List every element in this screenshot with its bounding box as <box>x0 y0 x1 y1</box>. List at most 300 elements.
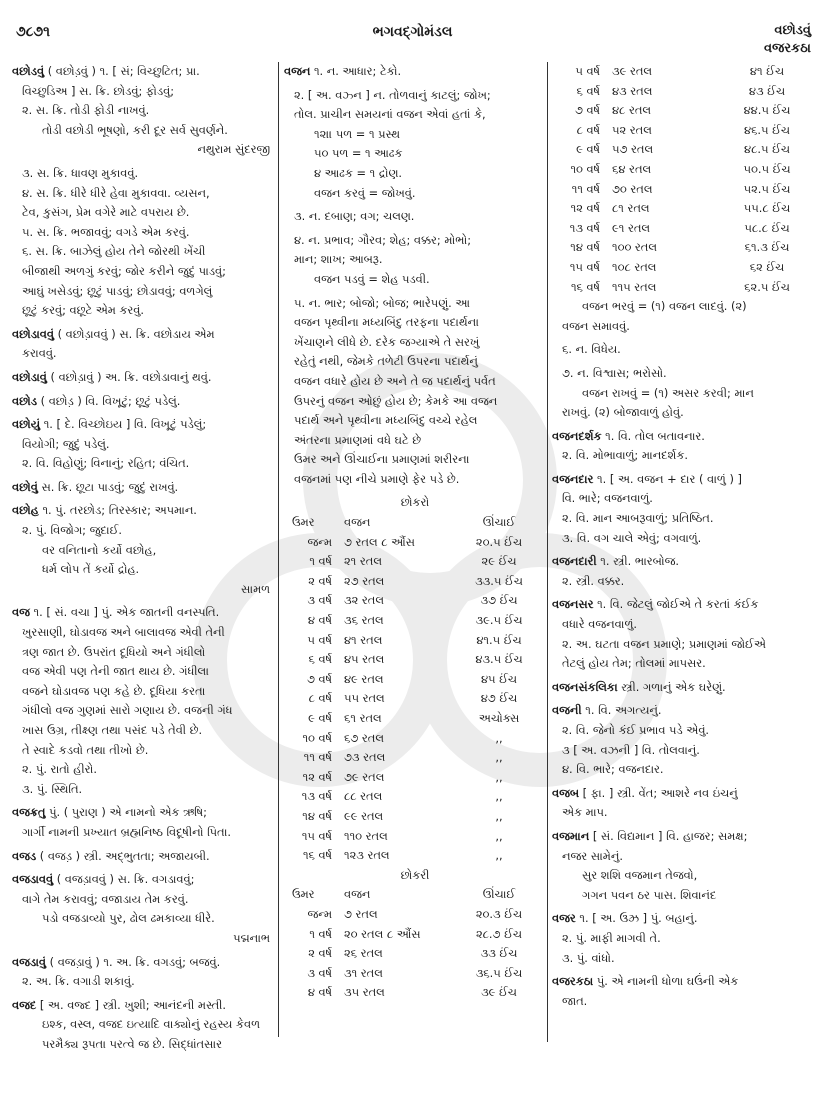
entry-line: વધારે વજનવાળું. <box>562 617 637 632</box>
entry-line: ૨. વિ. વિહોણું; વિનાનું; રહિત; વંચિત. <box>22 456 190 471</box>
table-cell: ૩૩.૫ ઈંચ <box>475 573 523 588</box>
entry-line: ૨. વિ. માન આબરૂવાળું; પ્રતિષ્ઠિત. <box>562 511 714 526</box>
entry-line: માન; શાખ; આબરૂ. <box>294 252 383 267</box>
table-cell: ૧૦૦ રતલ <box>612 240 657 255</box>
dictionary-entry <box>552 972 814 1011</box>
entry-line: છૂટું કરવું; વછૂટે એમ કરવું. <box>22 303 145 318</box>
dictionary-entry <box>12 953 274 992</box>
table-cell: જન્મ <box>307 534 332 549</box>
table-cell: ૧૧૫ રતલ <box>612 279 657 294</box>
entry-headline: વજ ૧. [ સં. વચા ] પું. એક જાતની વનસ્પતિ. <box>12 605 220 620</box>
entry-line: પરમૈક્ય રૂપતા પરત્વે જ છે. સિદ્ધાંતસાર <box>42 1036 222 1051</box>
table-cell: ૫૨ રતલ <box>612 122 652 137</box>
entry-headline: વજડાવું ( વજડ઼ાવું ) ૧. અ. ક્રિ. વગડવું; બજવું. <box>12 954 221 969</box>
entry-line: તોલ. પ્રાચીન સમયનાં વજન એવાં હતાં કે, <box>294 107 486 122</box>
entry-headline: વછોડાવવું ( વછોડ઼ાવવું ) સ. ક્રિ. વછોડાય એમ <box>12 326 215 341</box>
girls-table-title: છોકરી <box>400 867 430 882</box>
entry-line: ૨. પું. વિજોગ; જુદાઈ. <box>22 523 122 538</box>
entry-headline: વજડાવવું ( વજડ઼ાવવું ) સ. ક્રિ. વગડાવવું; <box>12 872 195 887</box>
entry-headline: વજમાન [ સં. વિદ્યમાન ] વિ. હાજર; સમક્ષ; <box>552 828 748 843</box>
entry-headline: વછોડાવું ( વછોડ઼ાવું ) અ. ક્રિ. વછોડાવાનું થવું. <box>12 369 212 384</box>
dictionary-entry <box>552 784 814 823</box>
table-cell: ૧૫ વર્ષ <box>301 828 332 843</box>
table-cell: ૫૫ રતલ <box>344 691 385 706</box>
table-cell: ૩૨ રતલ <box>344 593 384 608</box>
entry-line: ત્રણ જાત છે. ઉપરાંત દૂધિયો અને ગંધીલો <box>22 644 206 659</box>
table-cell: ૭૩ રતલ <box>344 750 386 765</box>
citation-author: પદ્મનાભ <box>233 930 270 945</box>
entry-line: ખુરસાણી, ઘોડાવજ અને બાલાવજ એવી તેની <box>22 625 225 640</box>
dictionary-entry <box>552 595 814 673</box>
entry-line: ધર્મ લોપ તેં કર્યો દ્રોહ. <box>42 562 140 577</box>
entry-line: ૨. સ્ત્રી. વક્કર. <box>562 573 625 588</box>
table-header-cell: વજન <box>344 887 371 902</box>
table-cell: ૧૧ વર્ષ <box>303 750 332 765</box>
dictionary-entry <box>552 909 814 968</box>
table-cell: ,, <box>495 808 503 823</box>
entry-line: ટેવ, કુસંગ, પ્રેમ વગેરે માટે વપરાય છે. <box>22 205 190 220</box>
entry-headline: વજરકઠા પું. એ નામની ધોળા ઘઉંની એક <box>552 974 739 989</box>
table-cell: ૧૦ વર્ષ <box>570 161 600 176</box>
table-row <box>284 944 546 964</box>
table-cell: ૭૯ રતલ <box>344 769 385 784</box>
entry-headline: વજન ૧. ન. આધાર; ટેકો. <box>284 64 402 78</box>
table-row <box>552 121 814 141</box>
entry-headline: વજનસર ૧. વિ. જેટલું જોઈએ તે કરતાં કંઈક <box>552 597 759 612</box>
table-cell: ૧૧ વર્ષ <box>571 181 600 196</box>
entry-line: નજર સામેનું. <box>562 848 623 863</box>
entry-headline: વછોવું સ. ક્રિ. છૂટા પાડવું; જુદું રાખવું. <box>12 479 179 494</box>
table-cell: ૧૩ વર્ષ <box>301 789 332 804</box>
dictionary-entry <box>12 996 274 1055</box>
right-entries <box>552 297 814 1011</box>
entry-line: તેટલું હોય તેમ; તોલમાં માપસર. <box>562 656 706 671</box>
headword: વજડાવું <box>12 954 47 969</box>
table-row <box>552 238 814 258</box>
headword: વજનદારી <box>552 554 597 569</box>
table-cell: ૧૦૮ રતલ <box>612 259 657 274</box>
entry-line: વજન પૃથ્વીના મધ્યબિંદુ તરફના પદાર્થના <box>294 315 479 330</box>
table-cell: ,, <box>495 828 503 843</box>
entry-line: વજન રાખવું = (૧) અસર કરવી; માન <box>582 385 754 400</box>
dictionary-entry <box>12 803 274 842</box>
table-row <box>552 62 814 82</box>
entry-headline: વછોહ ૧. પું. તરછોડ; તિરસ્કાર; અપમાન. <box>12 503 197 518</box>
table-cell: ૩૯.૫ ઈંચ <box>475 613 523 628</box>
entry-line: ૫૦ પળ = ૧ આઢક <box>314 146 403 161</box>
table-cell: ૧૨૩ રતલ <box>344 848 390 863</box>
entry-line: ૨. વિ. મોભાવાળું; માનદર્શક. <box>562 448 688 463</box>
page-header <box>0 0 825 60</box>
table-row <box>284 964 546 984</box>
entry-line: વજન કરવું = જોખવું. <box>314 185 416 200</box>
entry-line: વિચ્છુડિઅ ] સ. ક્રિ. છોડવું; ફોડવું; <box>22 83 175 98</box>
table-cell: ૮૮ રતલ <box>344 789 383 804</box>
table-cell: ૪૩ રતલ <box>612 83 653 98</box>
table-cell: ૨ વર્ષ <box>308 573 332 588</box>
entry-headline: વજબ [ ફા. ] સ્ત્રી. વેંત; આશરે નવ ઇંચનું <box>552 785 738 800</box>
table-row <box>552 140 814 160</box>
headword: વજદ <box>12 997 37 1012</box>
entry-line: રહેતું નથી, જેમકે તળેટી ઉપરના પદાર્થનું <box>294 354 478 369</box>
table-cell: ૫૫.૮ ઈંચ <box>743 201 791 216</box>
left-column <box>12 62 274 1059</box>
table-cell: ૪૮ રતલ <box>612 103 652 118</box>
table-row <box>284 650 546 670</box>
table-cell: ૬૪ રતલ <box>612 161 652 176</box>
dictionary-entry <box>552 678 814 698</box>
dictionary-entry <box>12 847 274 867</box>
table-cell: ૧૬ વર્ષ <box>302 848 332 863</box>
headword: વજર <box>552 911 576 926</box>
table-cell: અચોક્સ <box>478 711 520 725</box>
entry-line: ૩. પું. સ્થિતિ. <box>22 781 83 796</box>
entry-line: ખાસ ઉગ્ર, તીક્ષ્ણ તથા પસંદ પડે તેવી છે. <box>22 723 203 737</box>
table-cell: ૩૫ રતલ <box>344 985 385 1000</box>
table-cell: ૭ વર્ષ <box>306 671 332 686</box>
table-cell: ૫૮.૮ ઈંચ <box>744 220 790 235</box>
entry-line: ૩ [ અ. વઝની ] વિ. તોલવાનું. <box>562 742 700 757</box>
entry-line: કરાવવું. <box>22 346 57 361</box>
table-row <box>284 670 546 690</box>
column-divider <box>278 62 279 1037</box>
entry-headline: વછોડવું ( વછોડ઼વું ) ૧. [ સં; વિચ્છુટિત; પ્રા. <box>12 64 200 78</box>
dictionary-entry <box>552 297 814 336</box>
entry-line: પડો વજડાવ્યો પુર, ઢોલ ઢમકાવ્યા ધીરે. <box>42 911 215 926</box>
entry-line: પદાર્થ અને પૃથ્વીના મધ્યબિંદુ વચ્ચે રહેલ <box>294 413 478 428</box>
table-row <box>284 768 546 788</box>
table-row <box>284 846 546 866</box>
table-cell: ૨૧ રતલ <box>344 554 382 569</box>
table-row <box>284 709 546 729</box>
dictionary-entry <box>284 294 546 490</box>
table-cell: ૬ વર્ષ <box>308 652 332 667</box>
table-row <box>284 552 546 572</box>
table-cell: ૬૨ ઈંચ <box>749 259 785 274</box>
table-cell: ૨૯ ઈંચ <box>481 554 517 569</box>
table-cell: ૪૯ રતલ <box>344 671 384 686</box>
entry-line: ઉમર અને ઊંચાઈના પ્રમાણમાં શરીરના <box>294 452 470 467</box>
table-cell: ,, <box>495 730 503 745</box>
table-cell: ૩૯ ઈંચ <box>481 985 517 1000</box>
table-cell: ૧ વર્ષ <box>309 554 332 569</box>
table-cell: ૨ વર્ષ <box>308 946 332 961</box>
entry-line: ૩. પું. વાંધો. <box>562 950 615 965</box>
entry-line: ૬. ન. વિધેય. <box>562 342 621 357</box>
table-row <box>284 827 546 847</box>
table-cell: જન્મ <box>307 906 332 921</box>
entry-line: ૩. સ. ક્રિ. ધાવણ મુકાવવું. <box>22 165 139 180</box>
table-header-cell: ઊંચાઈ <box>482 515 516 530</box>
table-header-cell: ઉમર <box>292 887 315 902</box>
table-cell: ૨૮.૭ ઈંચ <box>475 926 522 941</box>
table-cell: ૯૯ રતલ <box>344 808 384 823</box>
table-cell: ૧૬ વર્ષ <box>570 279 600 294</box>
headword: વછોડ <box>12 393 38 408</box>
dictionary-entry <box>284 231 546 290</box>
dictionary-entry <box>12 392 274 412</box>
table-cell: ૬૧ રતલ <box>344 711 382 725</box>
table-cell: ૨૦.૫ ઈંચ <box>475 534 523 549</box>
table-cell: ,, <box>495 789 503 804</box>
boys-growth-table <box>284 513 546 866</box>
table-cell: ૫૦.૫ ઈંચ <box>743 161 791 176</box>
entry-line: ૩. વિ. વગ ચાલે એવું; વગવાળું. <box>562 530 702 545</box>
table-cell: ૫ વર્ષ <box>575 64 600 78</box>
entry-line: વજન પડવું = શેહ પડવી. <box>314 271 430 286</box>
entry-line: સુર શશિ વજમાન તેજવો, <box>582 868 698 883</box>
table-cell: ૩૭ ઈંચ <box>480 593 518 608</box>
entry-line: વિયોગી; જુદું પડેલું. <box>22 436 110 451</box>
table-cell: ૯ વર્ષ <box>308 711 332 725</box>
table-cell: ૫ વર્ષ <box>307 632 332 647</box>
dictionary-entry <box>552 552 814 591</box>
guide-word-first: વછોડવું <box>774 23 811 38</box>
headword: વછોડવું <box>12 64 45 78</box>
entry-line: એક માપ. <box>562 805 608 820</box>
dictionary-entry <box>12 501 274 599</box>
table-header-row <box>284 885 546 905</box>
headword: વજન <box>284 64 311 78</box>
entry-line: ૬. સ. ક્રિ. બાઝેલું હોય તેને જોરથી ખેંચી <box>22 244 206 259</box>
table-header-cell: વજન <box>344 515 371 530</box>
entry-line: ઉપરનું વજન ઓછું હોય છે; કેમકે આ વજન <box>294 393 498 408</box>
table-cell: ૮૧ રતલ <box>612 201 650 216</box>
entry-headline: વજનદર્શક ૧. વિ. તોલ બતાવનાર. <box>552 428 705 443</box>
table-cell: ૧૨ વર્ષ <box>570 201 600 216</box>
table-row <box>284 689 546 709</box>
headword: વજડાવવું <box>12 872 54 887</box>
headword: વછોહ <box>12 503 39 518</box>
headword: વજડ <box>12 848 37 863</box>
table-cell: ૩૯ રતલ <box>612 64 653 78</box>
table-cell: ૪૫ ઈંચ <box>480 671 518 686</box>
table-row <box>284 983 546 1003</box>
table-row <box>552 82 814 102</box>
entry-line: ૫. ન. ભાર; બોજો; બોજ; ભારેપણું. આ <box>294 295 470 310</box>
headword: વજની <box>552 703 582 718</box>
entry-line: ૧૨॥ પળ = ૧ પ્રસ્થ <box>314 126 400 141</box>
table-cell: ૨૦ રતલ ૮ ઔંસ <box>344 926 421 941</box>
entry-line: ૨. વિ. જેનો કંઈ પ્રભાવ પડે એવું. <box>562 723 710 737</box>
entry-line: ૨. [ અ. વઝ્ન ] ન. તોળવાનું કાટલું; જોખ; <box>294 87 491 102</box>
dictionary-entry <box>284 62 546 82</box>
table-row <box>552 160 814 180</box>
entry-line: ઇશ્ક, વસ્લ, વજદ ઇત્યાદિ વાક્યોનું રહસ્ય કેવળ <box>42 1017 260 1032</box>
table-cell: ૩ વર્ષ <box>307 965 332 980</box>
entry-line: વાગે તેમ કરાવવું; વજાડાય તેમ કરવું. <box>22 891 189 906</box>
entry-headline: વજની ૧. વિ. અગત્યનું. <box>552 703 662 718</box>
table-cell: ૭ રતલ ૮ ઔંસ <box>344 534 415 549</box>
headword: વજક્રતુ <box>12 805 46 820</box>
headword: વજનદર્શક <box>552 428 602 443</box>
table-header-row <box>284 513 546 533</box>
table-cell: ૮ વર્ષ <box>308 691 332 706</box>
dictionary-entry <box>284 207 546 227</box>
entry-headline: વછોડ ( વછોડ઼ ) વિ. વિખૂટું; છૂટું પડેલું. <box>12 393 181 408</box>
table-cell: ૬૭ રતલ <box>344 730 384 745</box>
table-row <box>284 905 546 925</box>
table-cell: ૭૦ રતલ <box>612 181 653 196</box>
dictionary-entry <box>12 62 274 160</box>
entry-line: વજ એવી પણ તેની જાત થાય છે. ગંધીલા <box>22 664 209 679</box>
entry-line: ૪ આઢક = ૧ દ્રોણ. <box>314 165 402 180</box>
table-cell: ૪૬.૫ ઈંચ <box>743 122 791 137</box>
table-header-cell: ઉમર <box>292 515 315 530</box>
entry-line: અંતરના પ્રમાણમાં વધે ઘટે છે <box>294 432 422 447</box>
entry-headline: વજડ ( વજડ઼ ) સ્ત્રી. અદ્ભુતતા; અજાયબી. <box>12 848 210 863</box>
entry-line: વજને ઘોડાવજ પણ કહે છે. દૂધિયા કરતા <box>22 683 206 698</box>
table-cell: ૩૬.૫ ઈંચ <box>475 965 523 980</box>
dictionary-entry <box>12 325 274 364</box>
table-cell: ૭ રતલ <box>344 906 378 921</box>
table-cell: ૧૫ વર્ષ <box>569 259 600 274</box>
dictionary-entry <box>552 427 814 466</box>
table-cell: ૨૬ રતલ <box>344 946 383 961</box>
table-cell: ૭ વર્ષ <box>574 103 600 118</box>
table-row <box>552 219 814 239</box>
entry-line: રાખવું. (૨) બોજાવાળું હોવું. <box>562 405 684 420</box>
entry-line: ૪. ન. પ્રભાવ; ગૌરવ; શેહ; વક્કર; મોભો; <box>294 232 472 247</box>
table-cell: ૪૩.૫ ઈંચ <box>475 652 523 667</box>
headword: વછોયું <box>12 417 41 432</box>
table-cell: ૯૧ રતલ <box>612 220 650 235</box>
entry-headline: વજનદાર ૧. [ અ. વજન + દાર ( વાળું ) ] <box>552 471 742 486</box>
headword: વછોવું <box>12 479 38 494</box>
table-row <box>552 278 814 298</box>
dictionary-entry <box>12 870 274 948</box>
table-cell: ૪૧ રતલ <box>344 632 383 647</box>
entry-line: આઘું ખસેડવું; છૂટું પાડવું; છોડાવવું; વળગેલું <box>22 283 213 298</box>
headword: વજનદાર <box>552 471 594 486</box>
table-cell: ૩ વર્ષ <box>307 593 332 608</box>
table-cell: ૯ વર્ષ <box>576 142 600 157</box>
headword: વજમાન <box>552 828 590 843</box>
table-row <box>284 533 546 553</box>
entry-headline: વજર ૧. [ અ. ઉઝ્ર ] પું. બહાનું. <box>552 911 698 926</box>
table-cell: ૮ વર્ષ <box>576 122 600 137</box>
table-cell: ૪૮.૫ ઈંચ <box>744 142 790 157</box>
entry-line: ૪. વિ. ભારે; વજનદાર. <box>562 762 664 777</box>
girls-growth-table <box>284 885 546 1003</box>
table-cell: ૧૨ વર્ષ <box>302 769 332 784</box>
entry-line: ૨. અ. ક્રિ. વગાડી શકાવું. <box>22 974 135 989</box>
entry-line: ૩. ન. દબાણ; વગ; ચલણ. <box>294 209 415 224</box>
headword: વજબ <box>552 785 580 800</box>
dictionary-entry <box>552 827 814 905</box>
table-cell: ,, <box>495 750 503 765</box>
entry-line: વજન સમાવવું. <box>562 318 630 333</box>
dictionary-entry <box>552 364 814 423</box>
right-column <box>552 62 814 1015</box>
entry-line: તોડી વછોડી ભૂષણો, કરી દૂર સર્વ સુવર્ણને. <box>42 122 228 137</box>
table-cell: ૪૧.૫ ઈંચ <box>476 632 522 647</box>
table-row <box>284 807 546 827</box>
table-row <box>284 787 546 807</box>
table-row <box>284 925 546 945</box>
entry-line: વજનમાં પણ નીચે પ્રમાણે ફેર પડે છે. <box>294 471 460 486</box>
entry-headline: વજક્રતુ પું. ( પુરાણ ) એ નામનો એક ઋષિ; <box>12 805 207 820</box>
entry-line: ગગન પવન ઠર પાસ. શિવાનંદ <box>582 887 717 902</box>
dictionary-entry <box>12 603 274 799</box>
table-cell: ૬૧.૩ ઈંચ <box>744 240 790 255</box>
table-cell: ૩૧ રતલ <box>344 965 383 980</box>
guide-words <box>764 22 811 58</box>
table-cell: ૪૩ ઈંચ <box>748 83 786 98</box>
guide-word-last: વજરકઠા <box>763 41 811 56</box>
page-title: ભગવદ્ગોમંડલ <box>372 24 453 40</box>
dictionary-entry <box>552 340 814 360</box>
headword: વજ <box>12 605 30 620</box>
table-row <box>552 180 814 200</box>
dictionary-entry <box>552 470 814 548</box>
entry-line: તે સ્વાદે કડવો તથા તીખો છે. <box>22 742 149 757</box>
dictionary-entry <box>552 701 814 779</box>
girls-growth-table-continued <box>552 62 814 297</box>
citation-author: નથુરામ સુંદરજી <box>197 142 270 157</box>
table-cell: ૧૦ વર્ષ <box>302 730 332 745</box>
table-cell: ૪ વર્ષ <box>307 613 332 628</box>
entry-line: જાત. <box>562 993 588 1008</box>
entry-line: ૨. અ. ઘટતા વજન પ્રમાણે; પ્રમાણમાં જોઈએ <box>562 636 766 651</box>
table-cell: ૩૬ રતલ <box>344 613 384 628</box>
dictionary-entry <box>12 415 274 474</box>
dictionary-entry <box>12 164 274 321</box>
middle-column <box>284 62 546 1003</box>
table-row <box>552 101 814 121</box>
table-cell: ૧૩ વર્ષ <box>569 220 600 235</box>
headword: વછોડાવું <box>12 369 47 384</box>
entry-headline: વજદ [ અ. વજ્દ ] સ્ત્રી. ખુશી; આનંદની મસ્તી. <box>12 997 227 1012</box>
middle-entries <box>284 62 546 489</box>
entry-line: બીજાથી અળગું કરવું; જોર કરીને જુદું પાડવું; <box>22 263 226 278</box>
table-cell: ૫૨.૫ ઈંચ <box>743 181 791 196</box>
entry-line: ૪. સ. ક્રિ. ધીરે ધીરે હેવા મુકાવવા. વ્યસન, <box>22 185 210 200</box>
table-row <box>552 199 814 219</box>
entry-headline: વજનસંકલિકા સ્ત્રી. ગળાનું એક ઘરેણું. <box>552 679 726 694</box>
table-row <box>284 631 546 651</box>
dictionary-entry <box>12 478 274 498</box>
table-header-cell: ઊંચાઈ <box>482 887 516 902</box>
entry-line: ગંધીલો વજ ગુણમાં સારો ગણાય છે. વજની ગંધ <box>22 703 233 718</box>
dictionary-entry <box>284 86 546 204</box>
boys-table-title: છોકરો <box>400 495 430 510</box>
table-cell: ૧૧૦ રતલ <box>344 828 388 843</box>
table-row <box>284 611 546 631</box>
entry-line: ૨. પું. માફી માગવી તે. <box>562 930 661 945</box>
table-cell: ,, <box>495 769 503 784</box>
table-cell: ૪૪.૫ ઈંચ <box>743 103 791 118</box>
entry-line: વજન ભરવું = (૧) વજન લાદવું. (૨) <box>582 299 747 314</box>
headword: વછોડાવવું <box>12 326 54 341</box>
table-row <box>284 748 546 768</box>
entry-line: વિ. ભારે; વજનવાળું. <box>562 491 653 506</box>
table-cell: ૪૫ રતલ <box>344 652 385 667</box>
headword: વજનસંકલિકા <box>552 679 618 694</box>
entry-line: ૫. સ. ક્રિ. ભજાવવું; વગડે એમ કરવું. <box>22 224 190 239</box>
entry-line: વર વનિતાનો કર્યો વછોહ, <box>42 542 157 557</box>
table-cell: ૨૭ રતલ <box>344 573 385 588</box>
table-row <box>284 572 546 592</box>
table-row <box>552 258 814 278</box>
table-cell: ૪ વર્ષ <box>307 985 332 1000</box>
table-row <box>284 591 546 611</box>
table-cell: ૬ વર્ષ <box>576 83 600 98</box>
dictionary-entry <box>12 368 274 388</box>
headword: વજરકઠા <box>552 974 594 989</box>
table-cell: ૧૪ વર્ષ <box>302 808 332 823</box>
table-cell: ૪૭ ઈંચ <box>480 691 518 706</box>
